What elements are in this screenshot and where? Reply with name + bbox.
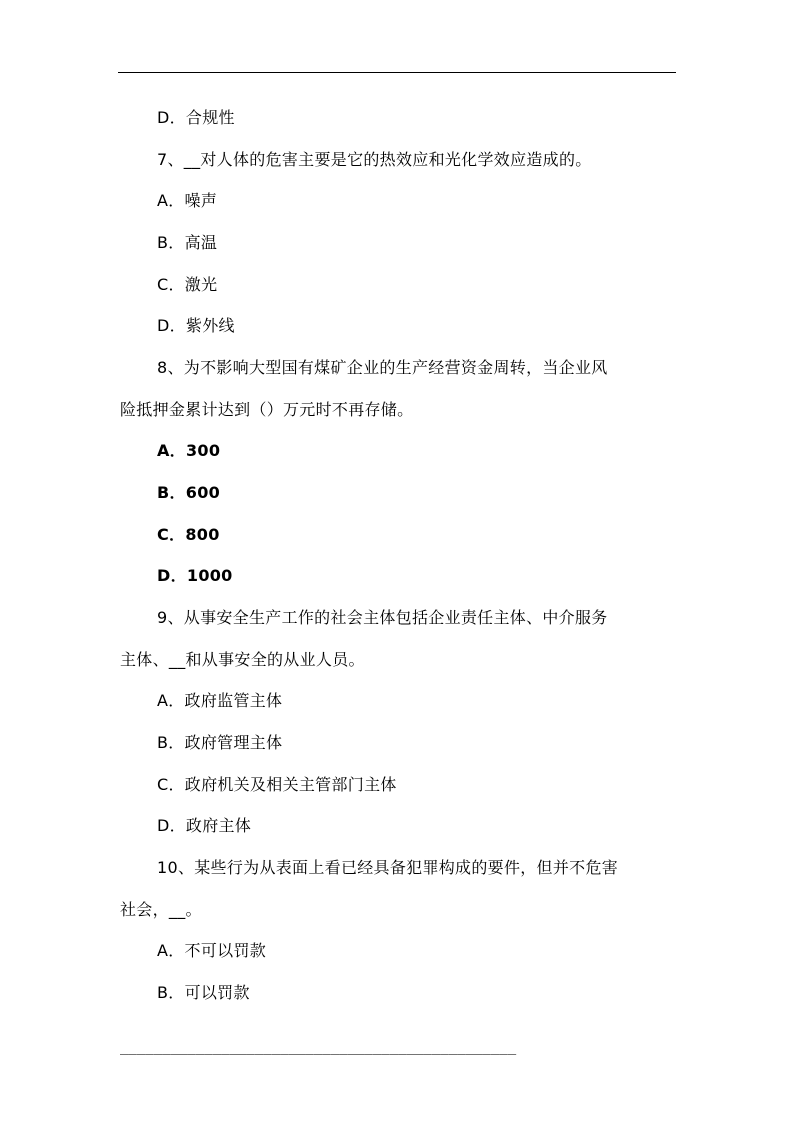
- footer-rule: _______________________________________________: [120, 1039, 517, 1055]
- option-q8-c: C．800: [157, 525, 220, 544]
- question-7: 7、__对人体的危害主要是它的热效应和光化学效应造成的。: [157, 150, 592, 169]
- option-q6-d: D．合规性: [157, 108, 235, 127]
- option-q7-a: A．噪声: [157, 191, 218, 210]
- option-q9-d: D．政府主体: [157, 816, 252, 835]
- question-8-line-2: 险抵押金累计达到（）万元时不再存储。: [120, 400, 414, 419]
- option-q9-a: A．政府监管主体: [157, 691, 283, 710]
- option-q7-d: D．紫外线: [157, 316, 235, 335]
- option-q8-b: B．600: [157, 483, 221, 502]
- question-10-line-1: 10、某些行为从表面上看已经具备犯罪构成的要件，但并不危害: [157, 858, 619, 877]
- question-9-line-1: 9、从事安全生产工作的社会主体包括企业责任主体、中介服务: [157, 608, 608, 627]
- option-q8-a: A．300: [157, 441, 221, 460]
- question-8-line-1: 8、为不影响大型国有煤矿企业的生产经营资金周转，当企业风: [157, 358, 608, 377]
- question-9-line-2: 主体、__和从事安全的从业人员。: [120, 650, 365, 669]
- option-q7-b: B．高温: [157, 233, 218, 252]
- question-10-line-2: 社会，__。: [120, 900, 202, 919]
- option-q10-a: A．不可以罚款: [157, 941, 267, 960]
- option-q9-b: B．政府管理主体: [157, 733, 283, 752]
- option-q10-b: B．可以罚款: [157, 983, 250, 1002]
- option-q9-c: C．政府机关及相关主管部门主体: [157, 775, 397, 794]
- header-rule: [118, 72, 676, 73]
- option-q7-c: C．激光: [157, 275, 218, 294]
- option-q8-d: D．1000: [157, 566, 233, 585]
